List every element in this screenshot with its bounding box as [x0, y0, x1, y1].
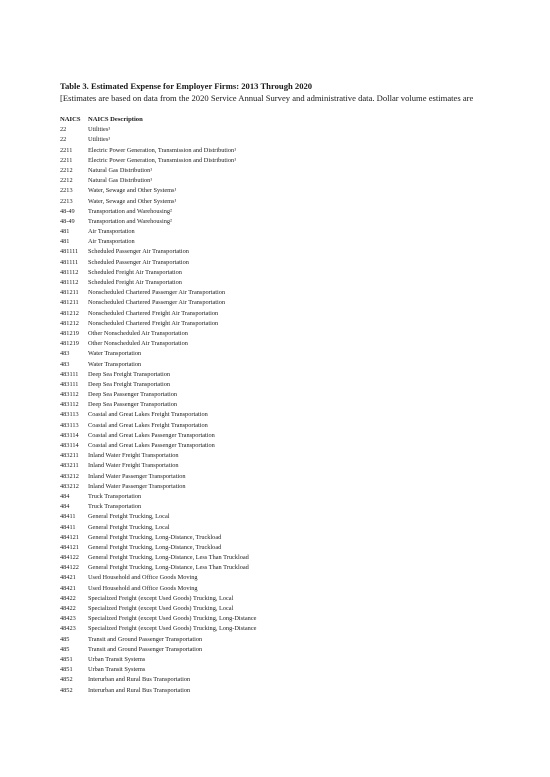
- naics-code-cell: 484: [60, 503, 70, 511]
- table-row: [60, 319, 540, 329]
- naics-description-cell: Coastal and Great Lakes Freight Transportation: [88, 421, 208, 429]
- table-row: [60, 207, 540, 217]
- naics-code-cell: 48422: [60, 605, 76, 612]
- naics-description-cell: General Freight Trucking, Long-Distance, Truckload: [88, 543, 222, 551]
- naics-code-cell: 2212: [60, 166, 73, 174]
- naics-description-cell: Inland Water Freight Transportation: [88, 462, 179, 470]
- naics-code-cell: 22: [60, 136, 67, 144]
- naics-description-cell: General Freight Trucking, Local: [88, 523, 170, 531]
- naics-description-cell: Water Transportation: [88, 360, 142, 368]
- naics-description-cell: Deep Sea Passenger Transportation: [88, 401, 178, 409]
- table-row: [60, 339, 540, 349]
- naics-description-cell: Other Nonscheduled Air Transportation: [88, 329, 188, 337]
- table-row: [60, 665, 540, 675]
- table-row: [60, 349, 540, 359]
- naics-description-cell: Transportation and Warehousing²: [88, 217, 172, 225]
- table-row: [60, 410, 540, 420]
- naics-description-cell: Electric Power Generation, Transmission and Distribution¹: [88, 146, 237, 154]
- naics-code-cell: 481: [60, 238, 70, 246]
- naics-description-cell: Utilities¹: [88, 126, 111, 134]
- table-row: [60, 533, 540, 543]
- naics-code-cell: 481212: [60, 309, 79, 317]
- naics-description-cell: Coastal and Great Lakes Passenger Transportation: [88, 431, 215, 439]
- table-row: [60, 166, 540, 176]
- table-row: [60, 380, 540, 390]
- naics-description-cell: Truck Transportation: [88, 492, 142, 500]
- naics-code-cell: 48411: [60, 523, 76, 531]
- naics-code-cell: 481111: [60, 248, 79, 256]
- naics-code-cell: 481212: [60, 319, 79, 327]
- naics-code-cell: 484: [60, 492, 70, 500]
- naics-description-cell: General Freight Trucking, Long-Distance, Less Than Truckload: [88, 554, 249, 562]
- naics-code-cell: 2211: [60, 146, 73, 154]
- naics-code-cell: 4852: [60, 686, 73, 694]
- naics-description-cell: Nonscheduled Chartered Passenger Air Transportation: [88, 299, 226, 307]
- table-row: [60, 227, 540, 237]
- table-row: [60, 624, 540, 634]
- naics-description-cell: Inland Water Freight Transportation: [88, 452, 179, 460]
- naics-description-cell: Deep Sea Passenger Transportation: [88, 391, 178, 399]
- naics-code-cell: 48-49: [60, 207, 75, 215]
- table-row: [60, 135, 540, 145]
- naics-description-cell: Deep Sea Freight Transportation: [88, 380, 171, 388]
- naics-code-cell: 4851: [60, 666, 73, 674]
- naics-code-cell: 483: [60, 350, 70, 358]
- table-row: [60, 441, 540, 451]
- naics-description-cell: Transportation and Warehousing²: [88, 207, 172, 215]
- table-row: [60, 156, 540, 166]
- table-row: [60, 421, 540, 431]
- naics-description-cell: Interurban and Rural Bus Transportation: [88, 676, 191, 684]
- naics-code-cell: 485: [60, 635, 70, 643]
- table-row: [60, 675, 540, 685]
- naics-code-cell: 2213: [60, 197, 73, 205]
- table-row: [60, 125, 540, 135]
- table-row: [60, 217, 540, 227]
- naics-description-cell: Urban Transit Systems: [88, 666, 146, 674]
- naics-description-cell: Scheduled Freight Air Transportation: [88, 279, 182, 286]
- naics-code-cell: 483212: [60, 482, 79, 490]
- table-row: [60, 298, 540, 308]
- naics-description-cell: Nonscheduled Chartered Passenger Air Transportation: [88, 289, 226, 297]
- naics-code-cell: 48-49: [60, 217, 75, 225]
- table-row: [60, 594, 540, 604]
- table-row: [60, 553, 540, 563]
- naics-code-cell: 483113: [60, 421, 79, 429]
- naics-description-cell: Truck Transportation: [88, 503, 142, 511]
- naics-description-cell: General Freight Trucking, Local: [88, 513, 170, 521]
- naics-code-cell: 48421: [60, 574, 76, 582]
- table-row: [60, 186, 540, 196]
- naics-code-cell: 483211: [60, 462, 79, 470]
- table-row: [60, 237, 540, 247]
- naics-description-cell: Used Household and Office Goods Moving: [88, 574, 198, 582]
- table-row: [60, 390, 540, 400]
- naics-description-cell: Transit and Ground Passenger Transportation: [88, 645, 203, 653]
- table-row: [60, 360, 540, 370]
- naics-description-cell: Nonscheduled Chartered Freight Air Transportation: [88, 309, 219, 317]
- table-row: [60, 370, 540, 380]
- table-row: [60, 655, 540, 665]
- table-row: [60, 573, 540, 583]
- naics-description-cell: Inland Water Passenger Transportation: [88, 482, 186, 490]
- naics-code-cell: 48422: [60, 594, 76, 602]
- naics-description-cell: Nonscheduled Chartered Freight Air Transportation: [88, 319, 219, 327]
- table-title: Table 3. Estimated Expense for Employer Firms: 2013 Through 2020: [60, 81, 313, 91]
- naics-code-cell: 481219: [60, 329, 79, 337]
- naics-code-cell: 48411: [60, 513, 76, 521]
- naics-code-cell: 483: [60, 360, 70, 368]
- naics-code-cell: 483211: [60, 452, 79, 460]
- naics-code-cell: 483114: [60, 431, 79, 439]
- naics-description-cell: Water, Sewage and Other Systems¹: [88, 187, 177, 195]
- naics-code-cell: 483113: [60, 411, 79, 419]
- table-row: [60, 523, 540, 533]
- naics-code-cell: 2211: [60, 156, 73, 164]
- table-row: [60, 247, 540, 257]
- naics-description-cell: Urban Transit Systems: [88, 655, 146, 663]
- table-row: [60, 309, 540, 319]
- naics-description-cell: Transit and Ground Passenger Transportation: [88, 635, 203, 643]
- table-row: [60, 482, 540, 492]
- naics-code-cell: 483114: [60, 442, 79, 449]
- naics-code-cell: 48421: [60, 584, 76, 592]
- naics-description-cell: Deep Sea Freight Transportation: [88, 370, 171, 378]
- naics-code-cell: 484121: [60, 543, 79, 551]
- naics-description-cell: Inland Water Passenger Transportation: [88, 472, 186, 480]
- table-row: [60, 563, 540, 573]
- naics-code-cell: 483112: [60, 401, 79, 409]
- naics-description-cell: Air Transportation: [88, 238, 135, 246]
- table-row: [60, 502, 540, 512]
- naics-code-cell: 4851: [60, 655, 73, 663]
- naics-code-cell: 48423: [60, 615, 76, 623]
- table-row: [60, 645, 540, 655]
- table-row: [60, 431, 540, 441]
- naics-description-cell: Natural Gas Distribution¹: [88, 166, 153, 174]
- table-row: [60, 329, 540, 339]
- naics-code-cell: 484122: [60, 554, 79, 562]
- table-row: [60, 176, 540, 186]
- table-row: [60, 146, 540, 156]
- table-row: [60, 512, 540, 522]
- naics-code-cell: 484122: [60, 564, 79, 572]
- naics-code-cell: 481211: [60, 289, 79, 297]
- table-row: [60, 686, 540, 696]
- naics-description-cell: Water, Sewage and Other Systems¹: [88, 197, 177, 205]
- naics-description-cell: Utilities¹: [88, 136, 111, 144]
- naics-code-cell: 2212: [60, 177, 73, 185]
- naics-code-cell: 481: [60, 228, 70, 236]
- naics-code-cell: 483111: [60, 370, 79, 378]
- naics-description-cell: Natural Gas Distribution¹: [88, 177, 153, 185]
- naics-code-cell: 483212: [60, 472, 79, 480]
- naics-description-cell: Scheduled Passenger Air Transportation: [88, 258, 189, 266]
- naics-description-cell: Specialized Freight (except Used Goods) Trucking, Long-Distance: [88, 625, 257, 633]
- naics-code-cell: 484121: [60, 533, 79, 541]
- naics-description-cell: Scheduled Passenger Air Transportation: [88, 248, 189, 256]
- table-row: [60, 461, 540, 471]
- table-row: [60, 197, 540, 207]
- naics-description-cell: Air Transportation: [88, 228, 135, 236]
- table-row: [60, 472, 540, 482]
- naics-description-cell: Coastal and Great Lakes Freight Transportation: [88, 411, 208, 419]
- table-row: [60, 604, 540, 614]
- naics-code-cell: 481219: [60, 340, 79, 348]
- table-row: [60, 584, 540, 594]
- table-header-row: [60, 115, 540, 125]
- naics-description-cell: Scheduled Freight Air Transportation: [88, 268, 182, 276]
- naics-code-cell: 485: [60, 645, 70, 653]
- naics-code-cell: 483112: [60, 391, 79, 399]
- naics-description-cell: Other Nonscheduled Air Transportation: [88, 340, 188, 348]
- naics-code-cell: 4852: [60, 676, 73, 684]
- column-header-naics: NAICS: [60, 116, 81, 123]
- naics-description-cell: Used Household and Office Goods Moving: [88, 584, 198, 592]
- naics-code-cell: 481112: [60, 268, 79, 276]
- table-row: [60, 400, 540, 410]
- table-row: [60, 543, 540, 553]
- naics-code-cell: 48423: [60, 625, 76, 633]
- naics-description-cell: Specialized Freight (except Used Goods) Trucking, Local: [88, 605, 234, 612]
- naics-code-cell: 481211: [60, 299, 79, 307]
- table-row: [60, 614, 540, 624]
- naics-description-cell: Specialized Freight (except Used Goods) Trucking, Long-Distance: [88, 615, 257, 623]
- table-row: [60, 451, 540, 461]
- table-row: [60, 258, 540, 268]
- naics-description-cell: Interurban and Rural Bus Transportation: [88, 686, 191, 694]
- naics-description-cell: Specialized Freight (except Used Goods) Trucking, Local: [88, 594, 234, 602]
- table-row: [60, 278, 540, 288]
- naics-code-cell: 2213: [60, 187, 73, 195]
- naics-code-cell: 22: [60, 126, 67, 134]
- table-subtitle: [Estimates are based on data from the 2020 Service Annual Survey and administrative data. Dollar volume estimates are: [60, 93, 474, 103]
- column-header-description: NAICS Description: [88, 116, 143, 123]
- naics-code-cell: 481111: [60, 258, 79, 266]
- table-row: [60, 492, 540, 502]
- naics-description-cell: Electric Power Generation, Transmission and Distribution¹: [88, 156, 237, 164]
- table-row: [60, 268, 540, 278]
- naics-description-cell: Water Transportation: [88, 350, 142, 358]
- naics-code-cell: 481112: [60, 279, 79, 286]
- table-body: [60, 125, 540, 696]
- table-row: [60, 288, 540, 298]
- table-row: [60, 635, 540, 645]
- naics-table: [60, 115, 540, 696]
- naics-code-cell: 483111: [60, 380, 79, 388]
- naics-description-cell: General Freight Trucking, Long-Distance, Truckload: [88, 533, 222, 541]
- naics-description-cell: General Freight Trucking, Long-Distance, Less Than Truckload: [88, 564, 249, 572]
- naics-description-cell: Coastal and Great Lakes Passenger Transportation: [88, 442, 215, 449]
